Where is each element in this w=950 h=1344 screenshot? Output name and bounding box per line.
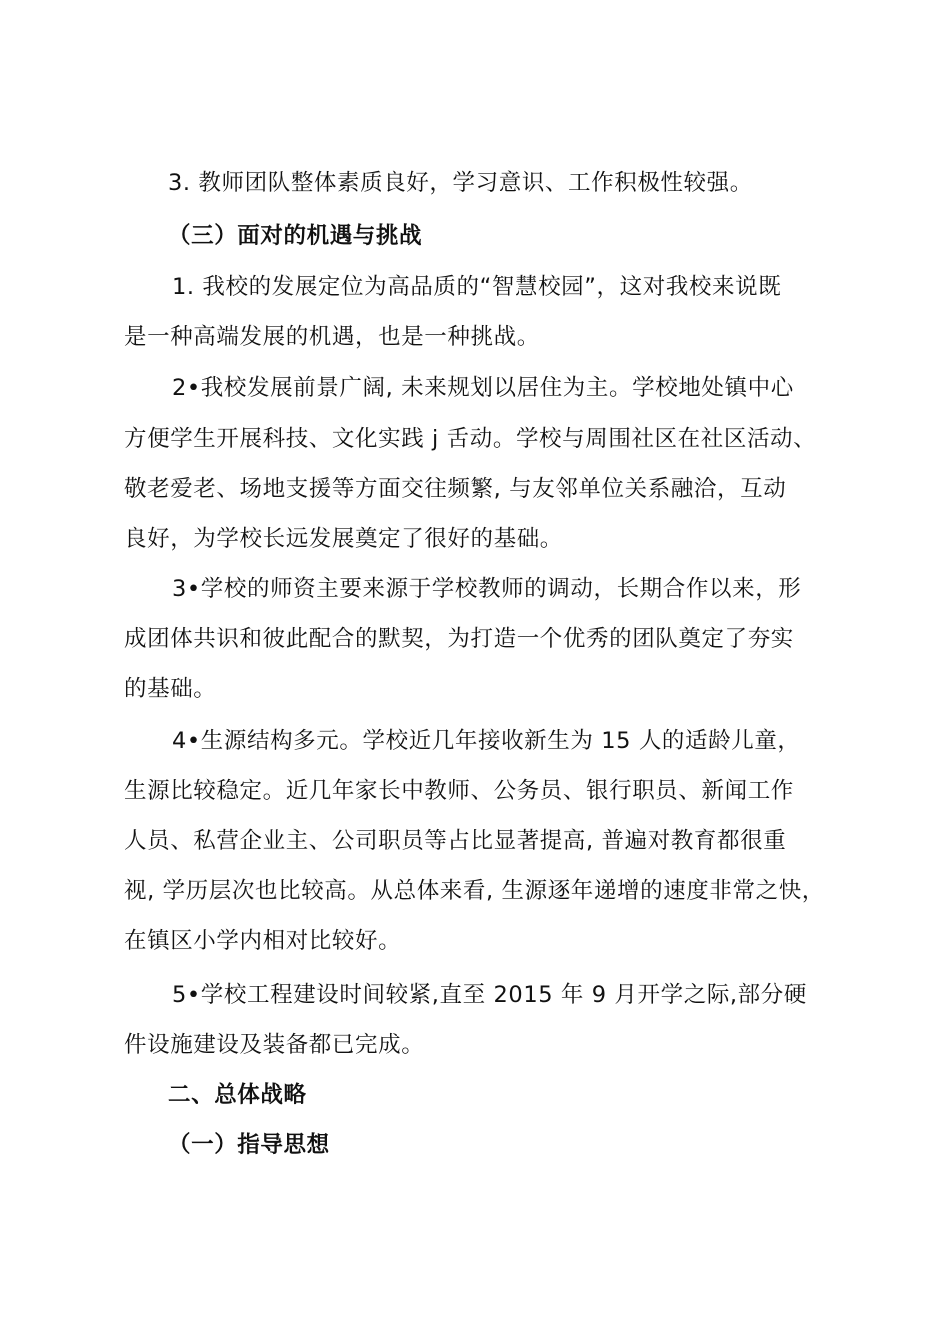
paragraph-2-line-1: 2•我校发展前景广阔, 未来规划以居住为主。学校地处镇中心: [172, 375, 794, 401]
paragraph-2-line-4: 良好，为学校长远发展奠定了很好的基础。: [124, 526, 563, 552]
paragraph-5-line-2: 件设施建设及装备都已完成。: [124, 1032, 425, 1058]
paragraph-3-line-3: 的基础。: [124, 676, 217, 702]
paragraph-4-line-1: 4•生源结构多元。学校近几年接收新生为 15 人的适龄儿童，: [172, 728, 801, 754]
paragraph-4-line-2: 生源比较稳定。近几年家长中教师、公务员、银行职员、新闻工作: [124, 778, 794, 804]
paragraph-3-line-2: 成团体共识和彼此配合的默契，为打造一个优秀的团队奠定了夯实: [124, 626, 794, 652]
section-heading-guiding-ideology: （一）指导思想: [168, 1132, 330, 1158]
paragraph-5-line-1: 5•学校工程建设时间较紧,直至 2015 年 9 月开学之际,部分硬: [172, 982, 807, 1008]
paragraph-4-line-4: 视, 学历层次也比较高。从总体来看, 生源逐年递增的速度非常之快，: [124, 878, 825, 904]
section-heading-opportunities: （三）面对的机遇与挑战: [168, 223, 423, 249]
paragraph-2-line-3: 敬老爱老、场地支援等方面交往频繁, 与友邻单位关系融洽，互动: [124, 476, 787, 502]
paragraph-4-line-5: 在镇区小学内相对比较好。: [124, 928, 402, 954]
chapter-heading-overall-strategy: 二、总体战略: [168, 1082, 307, 1108]
paragraph-3-teacher-team: 3. 教师团队整体素质良好，学习意识、工作积极性较强。: [168, 170, 753, 196]
paragraph-4-line-3: 人员、私营企业主、公司职员等占比显著提高, 普遍对教育都很重: [124, 828, 787, 854]
paragraph-2-line-2: 方便学生开展科技、文化实践 j 舌动。学校与周围社区在社区活动、: [124, 426, 817, 452]
paragraph-1-line-2: 是一种高端发展的机遇，也是一种挑战。: [124, 324, 540, 350]
paragraph-3-line-1: 3•学校的师资主要来源于学校教师的调动，长期合作以来，形: [172, 576, 802, 602]
paragraph-1-line-1: 1. 我校的发展定位为高品质的“智慧校园”，这对我校来说既: [172, 274, 782, 300]
